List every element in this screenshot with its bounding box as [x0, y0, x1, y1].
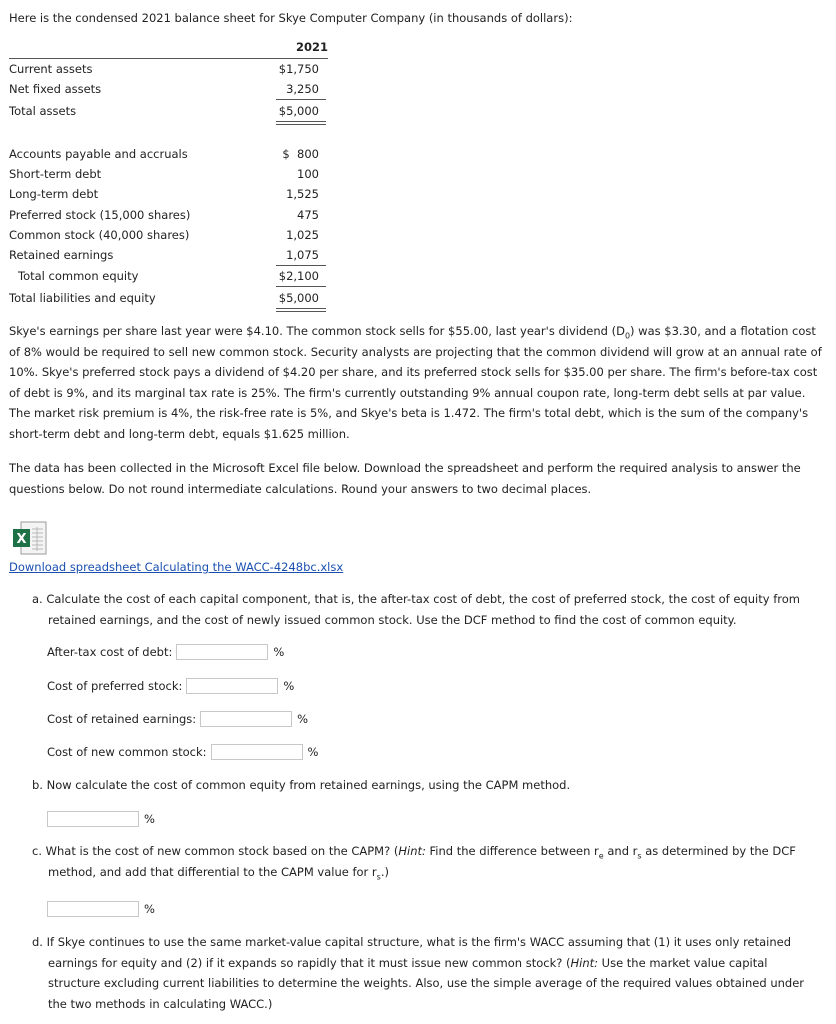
bs-row-current-assets	[9, 59, 327, 79]
text-span: and r	[603, 844, 638, 858]
bs-label: Common stock (40,000 shares)	[9, 228, 190, 242]
bs-label: Retained earnings	[9, 248, 114, 262]
subscript: e	[598, 851, 604, 861]
percent-unit: %	[144, 901, 155, 916]
bs-label: Net fixed assets	[9, 82, 102, 96]
bs-row-total-liabilities-equity	[9, 288, 327, 308]
bs-label: Long-term debt	[9, 187, 99, 201]
bs-value: $5,000	[278, 291, 319, 305]
field-capm-new-common-stock	[47, 898, 155, 918]
hint-label: Hint:	[570, 955, 598, 970]
bs-row-common-stock	[9, 225, 327, 245]
bs-value: $5,000	[278, 104, 319, 118]
question-d-text	[32, 932, 822, 1014]
total-double-rule	[276, 308, 326, 312]
total-double-rule	[276, 121, 326, 125]
capm-cost-of-equity-input[interactable]	[47, 811, 139, 827]
field-after-tax-cost-of-debt	[47, 641, 284, 661]
bs-row-short-term-debt	[9, 164, 327, 184]
text-span: Find the difference between r	[425, 844, 599, 858]
bs-label: Accounts payable and accruals	[9, 147, 188, 161]
question-b	[32, 775, 822, 795]
subtotal-rule	[276, 99, 326, 100]
text-span: Use the market value capital structure excluding current liabilities to determine the weights. Also, use the simple average of the required values obtained under the two methods in calculating WACC.)	[48, 955, 805, 1011]
field-label: After-tax cost of debt:	[47, 644, 173, 659]
field-label: Cost of new common stock:	[47, 744, 207, 759]
bs-value: $1,750	[278, 62, 319, 76]
field-cost-of-preferred-stock	[47, 675, 294, 695]
subscript: s	[637, 851, 642, 861]
bs-row-retained-earnings	[9, 245, 327, 265]
percent-unit: %	[297, 711, 309, 726]
excel-icon-letter: X	[16, 532, 27, 547]
field-label: Cost of preferred stock:	[47, 678, 183, 693]
cost-of-preferred-stock-input[interactable]	[186, 678, 278, 694]
instructions-text: The data has been collected in the Microsoft Excel file below. Download the spreadsheet and perform the required analysis to answer the questions below. Do not round intermediate calculations. Round your answers to two decimal places.	[9, 461, 801, 496]
field-capm-cost-of-equity	[47, 808, 155, 828]
bs-row-long-term-debt	[9, 184, 327, 204]
percent-unit: %	[144, 811, 155, 826]
bs-row-accounts-payable	[9, 144, 327, 164]
question-c-text	[32, 841, 822, 882]
bs-label: Total liabilities and equity	[9, 291, 156, 305]
cost-of-new-common-stock-input[interactable]	[211, 744, 303, 760]
bs-row-preferred-stock	[9, 205, 327, 225]
problem-description	[9, 321, 823, 444]
field-label: Cost of retained earnings:	[47, 711, 197, 726]
text-span: as determined by the DCF method, and add that differential to the CAPM value for r	[48, 844, 796, 879]
bs-value: 1,075	[286, 248, 319, 262]
percent-unit: %	[307, 744, 319, 759]
bs-value: 1,525	[286, 187, 319, 201]
download-spreadsheet-link[interactable]: Download spreadsheet Calculating the WACC-4248bc.xlsx	[9, 560, 344, 574]
question-a-text: a. Calculate the cost of each capital component, that is, the after-tax cost of debt, the cost of preferred stock, the cost of equity from retained earnings, and the cost of newly issued common stock. Use the DCF method to find the cost of common equity.	[32, 592, 800, 627]
text-span: .)	[380, 864, 389, 879]
subscript: 0	[624, 331, 631, 341]
question-a	[32, 589, 822, 630]
percent-unit: %	[273, 644, 285, 659]
bs-label: Total assets	[9, 104, 77, 118]
bs-value: 3,250	[286, 82, 319, 96]
question-d	[32, 932, 822, 1014]
subscript: s	[376, 871, 381, 881]
bs-label: Total common equity	[18, 269, 139, 283]
bs-value: $ 800	[282, 147, 319, 161]
bs-label: Short-term debt	[9, 167, 102, 181]
excel-file-icon[interactable]	[12, 520, 48, 556]
cost-of-retained-earnings-input[interactable]	[200, 711, 292, 727]
bs-value: 475	[297, 208, 319, 222]
year-header: 2021	[295, 40, 328, 54]
hint-label: Hint:	[398, 844, 426, 858]
question-c	[32, 841, 822, 882]
text-span: c. What is the cost of new common stock based on the CAPM? (	[32, 844, 399, 858]
bs-label: Preferred stock (15,000 shares)	[9, 208, 191, 222]
text-span: ) was $3.30, and a flotation cost of 8% would be required to sell new common stock. Security analysts are projecting that the common dividend will grow at an annual rate of 10%. Skye's preferred stock pays a dividend of $4.20 per share, and its preferred stock sells for $35.00 per share. The firm's before-tax cost of debt is 9%, and its marginal tax rate is 25%. The firm's currently outstanding 9% annual coupon rate, long-term debt sells at par value. The market risk premium is 4%, the risk-free rate is 5%, and Skye's beta is 1.472. The firm's total debt, which is the sum of the company's short-term debt and long-term debt, equals $1.625 million.	[9, 324, 822, 441]
capm-new-common-stock-input[interactable]	[47, 901, 139, 917]
field-cost-of-new-common-stock	[47, 741, 318, 761]
text-span: Skye's earnings per share last year were $4.10. The common stock sells for $55.00, last year's dividend (D	[9, 324, 625, 338]
bs-row-net-fixed-assets	[9, 79, 327, 99]
bs-label: Current assets	[9, 62, 93, 76]
question-b-text: b. Now calculate the cost of common equity from retained earnings, using the CAPM method.	[32, 778, 571, 792]
bs-row-total-common-equity	[9, 266, 327, 286]
text-span: d. If Skye continues to use the same market-value capital structure, what is the firm's WACC assuming that (1) it uses only retained earnings for equity and (2) if it expands so rapidly that it must issue new common stock? (	[32, 935, 792, 970]
subtotal-rule	[276, 286, 326, 287]
percent-unit: %	[283, 678, 295, 693]
bs-value: 100	[297, 167, 319, 181]
intro-text: Here is the condensed 2021 balance sheet for Skye Computer Company (in thousands of dollars):	[9, 11, 573, 25]
bs-value: $2,100	[278, 269, 319, 283]
bs-value: 1,025	[286, 228, 319, 242]
field-cost-of-retained-earnings	[47, 708, 308, 728]
bs-row-total-assets	[9, 101, 327, 121]
after-tax-cost-of-debt-input[interactable]	[176, 644, 268, 660]
